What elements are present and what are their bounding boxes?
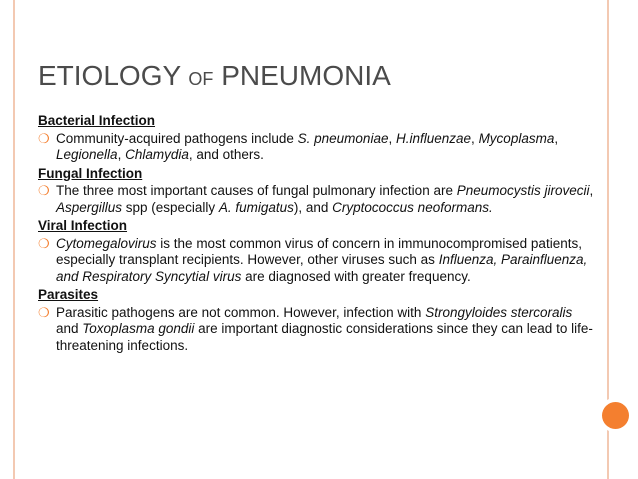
bullet-item bbox=[38, 183, 598, 216]
section-heading: Viral Infection bbox=[38, 218, 128, 233]
section-heading: Fungal Infection bbox=[38, 165, 143, 181]
section-parasites bbox=[38, 287, 598, 354]
italic-term: Pneumocystis jirovecii bbox=[456, 183, 590, 198]
text-run: Parasitic pathogens are not common. However, infection with bbox=[56, 304, 426, 320]
title-word-of: OF bbox=[188, 69, 214, 89]
text-run: and bbox=[56, 321, 83, 336]
section-bacterial bbox=[38, 113, 598, 164]
text-run: Community-acquired pathogens include bbox=[56, 130, 298, 146]
bullet-item bbox=[38, 131, 598, 164]
ring-bullet-icon: ❍ bbox=[38, 183, 50, 198]
text-run: , bbox=[388, 130, 396, 146]
section-heading: Bacterial Infection bbox=[38, 113, 156, 128]
text-run: are important diagnostic considerations since they can lead to life-threatening infections. bbox=[56, 321, 593, 353]
text-run: is the most common virus of concern in immunocompromised patients, especially transplant recipients. However, other viruses such as bbox=[56, 235, 582, 267]
section-fungal bbox=[38, 166, 598, 217]
italic-term: Legionella bbox=[56, 147, 118, 162]
text-run: are diagnosed with greater frequency. bbox=[241, 268, 471, 284]
ring-bullet-icon: ❍ bbox=[38, 130, 50, 146]
text-run: , and others. bbox=[188, 147, 264, 162]
slide-content bbox=[38, 113, 598, 356]
italic-term: Chlamydia bbox=[125, 147, 189, 162]
ring-bullet-icon: ❍ bbox=[38, 304, 50, 320]
bullet-text bbox=[56, 236, 598, 286]
section-viral bbox=[38, 218, 598, 285]
bullet-text bbox=[56, 183, 598, 216]
bullet-text bbox=[56, 131, 598, 164]
text-run: , bbox=[117, 147, 126, 162]
italic-term: Cytomegalovirus bbox=[56, 235, 157, 251]
italic-term: Aspergillus bbox=[56, 199, 123, 215]
bullet-item bbox=[38, 305, 598, 355]
bullet-item bbox=[38, 236, 598, 286]
title-word-etiology: ETIOLOGY bbox=[38, 60, 181, 91]
text-run: , bbox=[554, 130, 559, 146]
decorative-orange-circle bbox=[602, 402, 629, 429]
italic-term: Mycoplasma bbox=[478, 130, 555, 146]
italic-term: Influenza, Parainfluenza, and Respiratory Syncytial virus bbox=[56, 252, 588, 284]
title-word-pneumonia: PNEUMONIA bbox=[221, 60, 391, 91]
text-run: ), and bbox=[293, 199, 333, 215]
ring-bullet-icon: ❍ bbox=[38, 235, 50, 251]
slide-title bbox=[38, 60, 391, 92]
italic-term: H.influenzae bbox=[395, 130, 472, 146]
italic-term: Toxoplasma gondii bbox=[82, 321, 195, 336]
italic-term: Cryptococcus neoformans. bbox=[332, 199, 493, 215]
bullet-text bbox=[56, 305, 598, 355]
left-decorative-line bbox=[13, 0, 15, 479]
italic-term: S. pneumoniae bbox=[297, 130, 389, 146]
italic-term: A. fumigatus bbox=[218, 199, 294, 215]
text-run: , bbox=[589, 183, 594, 198]
text-run: spp (especially bbox=[122, 199, 219, 215]
italic-term: Strongyloides stercoralis bbox=[425, 304, 573, 320]
section-heading: Parasites bbox=[38, 287, 99, 302]
text-run: , bbox=[471, 130, 479, 146]
text-run: The three most important causes of fungal pulmonary infection are bbox=[56, 183, 457, 198]
